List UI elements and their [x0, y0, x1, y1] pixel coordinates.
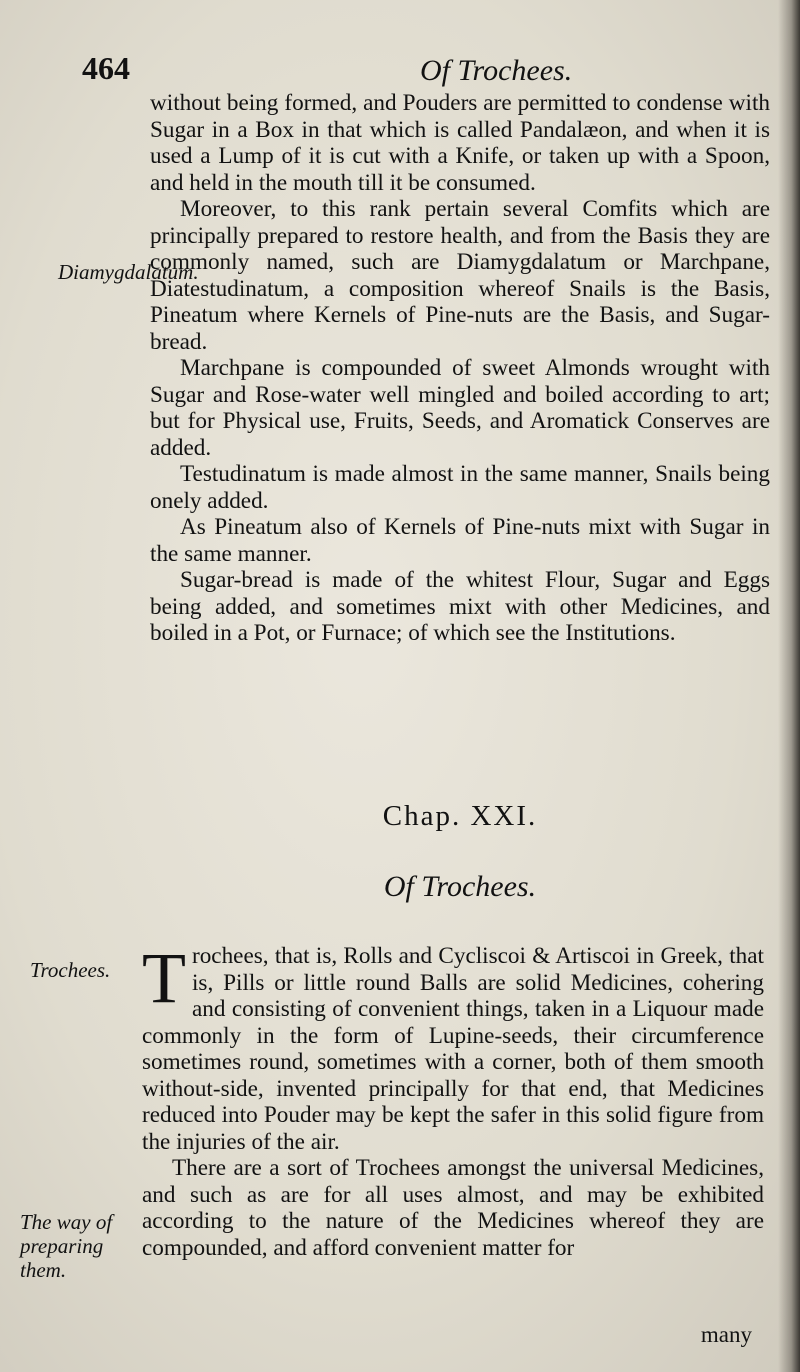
running-head: Of Trochees.: [420, 54, 573, 87]
paragraph: [142, 938, 764, 1155]
page-spine-shadow: [778, 0, 800, 1372]
page-header: [82, 50, 760, 90]
margin-note-preparing: The way of preparing them.: [20, 1210, 113, 1282]
paragraph: There are a sort of Trochees amongst the universal Medicines, and such as are for all uses almost, and may be exhibited according to the nature of the Medicines whereof they are compounded, and afford convenient matter for: [142, 1155, 764, 1261]
paragraph: Marchpane is compounded of sweet Almonds wrought with Sugar and Rose-water well mingled and boiled according to art; but for Physical use, Fruits, Seeds, and Aromatick Conserves are added.: [150, 355, 770, 461]
page-number: 464: [82, 50, 130, 86]
paragraph-text: rochees, that is, Rolls and Cycliscoi & Artiscoi in Greek, that is, Pills or little round Balls are solid Medicines, cohering and consisting of convenient things, taken in a Liquour made commonly in the form of Lupine-seeds, their circumference sometimes round, sometimes with a corner, both of them smooth without-side, invented principally for that end, that Medicines reduced into Pouder may be kept the safer in this solid figure from the injuries of the air.: [142, 943, 764, 1155]
drop-cap: T: [142, 938, 186, 1018]
margin-note-diamygdalatum: Diamygdalatum.: [58, 260, 199, 284]
paragraph: As Pineatum also of Kernels of Pine-nuts mixt with Sugar in the same manner.: [150, 514, 770, 567]
catchword: many: [700, 1322, 752, 1347]
chapter-subheading: Of Trochees.: [383, 870, 537, 903]
chapter-heading: Chap. XXI.: [382, 800, 538, 832]
paragraph: Sugar-bread is made of the whitest Flour, Sugar and Eggs being added, and sometimes mixt with other Medicines, and boiled in a Pot, or Furnace; of which see the Institutions.: [150, 567, 770, 646]
paragraph: without being formed, and Pouders are permitted to condense with Sugar in a Box in that which is called Pandalæon, and when it is used a Lump of it is cut with a Knife, or taken up with a Spoon, and held in the mouth till it be consumed.: [150, 90, 770, 196]
bottom-text-block: [142, 938, 764, 1261]
paragraph: Moreover, to this rank pertain several Comfits which are principally prepared to restore health, and from the Basis they are commonly named, such are Diamygdalatum or Marchpane, Diatestudinatum, a composition whereof Snails is the Basis, Pineatum where Kernels of Pine-nuts are the Basis, and Sugar-bread.: [150, 196, 770, 355]
paragraph: Testudinatum is made almost in the same manner, Snails being onely added.: [150, 461, 770, 514]
margin-note-trochees: Trochees.: [30, 958, 111, 982]
top-text-block: [150, 90, 770, 647]
